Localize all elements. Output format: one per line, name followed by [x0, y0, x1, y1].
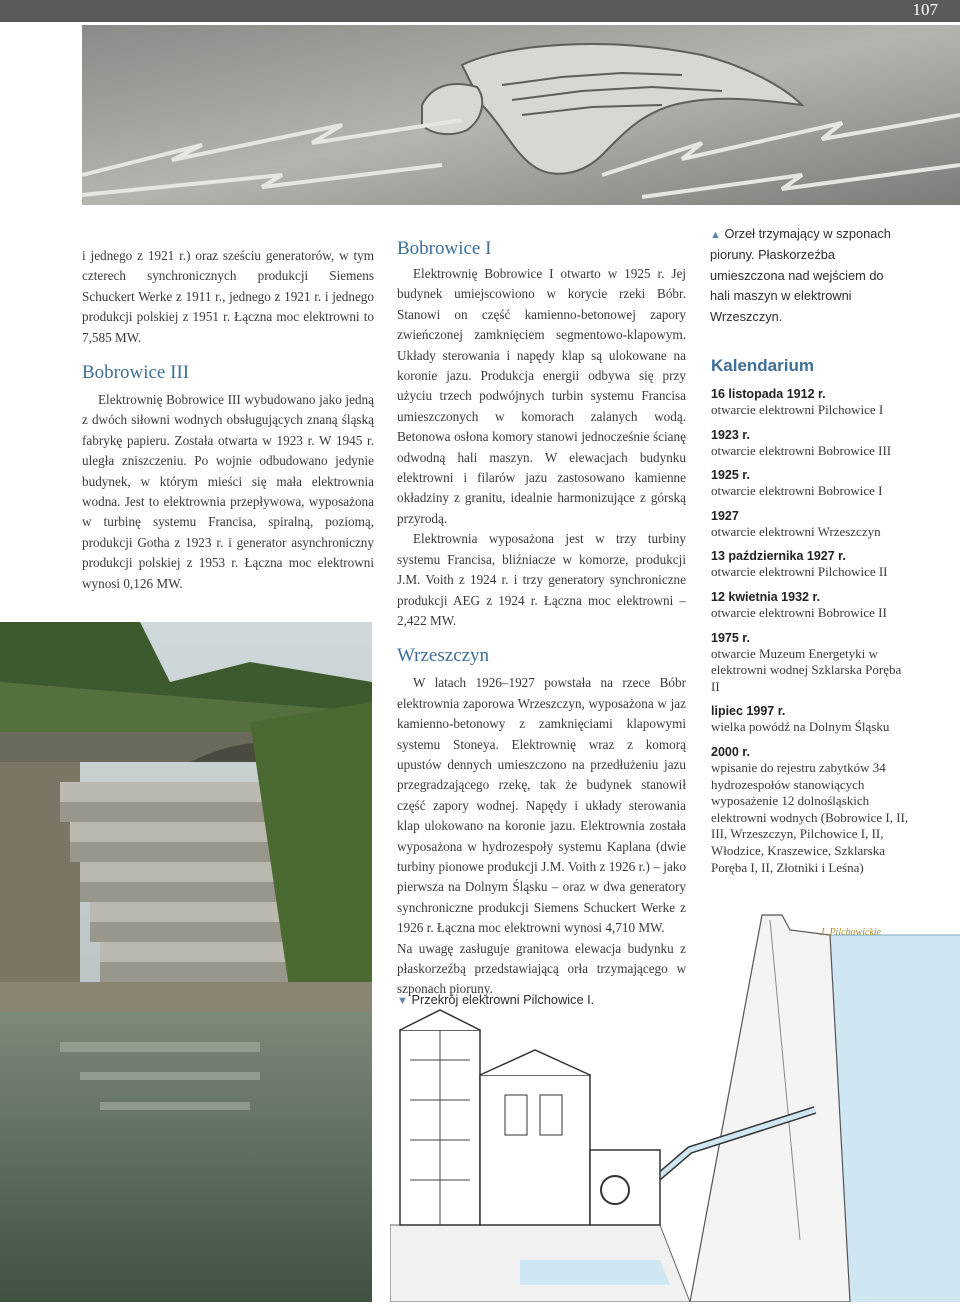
- eagle-caption: [710, 224, 900, 327]
- bobrowice-1-paragraph-1: Elektrownię Bobrowice I otwarto w 1925 r. Jej budynek umiejscowiono w korycie rzeki Bóbr. Stanowi on część kamienno-betonowej zapory zwieńczonej zamknięciem segmentowo-klapowym. Układy sterowania i napędy klap są ulokowane na koronie jazu. Produkcja energii odbywa się przy użyciu trzech podwójnych turbin systemu Francisa umieszczonych w komorach zalanych wodą. Betonowa osłona komory stanowi jednocześnie ścianę odwodną hali maszyn. W elewacjach budynku elektrowni i filarów jazu zastosowano kamienne okładziny z granitu, idealnie harmonizujące z górską przyrodą.: [397, 266, 686, 526]
- calendar-title: Kalendarium: [711, 356, 814, 375]
- bobrowice-1-paragraph-2: Elektrownia wyposażona jest w trzy turbiny systemu Francisa, bliźniacze w komorze, produkcji J.M. Voith z 1924 r. i trzy generatory synchroniczne produkcji AEG z 1924 r. Łączna moc elektrowni – 2,422 MW.: [397, 531, 686, 628]
- reservoir-label: J. Pilchowickie: [820, 927, 882, 938]
- wrzeszczyn-paragraph-2: Na uwagę zasługuje granitowa elewacja budynku z płaskorzeźbą przedstawiającą orła trzymającego w szponach pioruny.: [397, 940, 686, 997]
- calendar-date: 2000 r.: [711, 744, 750, 759]
- calendar-desc: wielka powódź na Dolnym Śląsku: [711, 719, 890, 735]
- cross-section-diagram: [390, 880, 960, 1302]
- calendar-entry: [711, 427, 911, 460]
- triangle-up-icon: ▲: [710, 229, 721, 241]
- calendar-desc: otwarcie elektrowni Wrzeszczyn: [711, 523, 881, 539]
- calendar-entry: [711, 508, 911, 541]
- heading-bobrowice-1: Bobrowice I: [397, 238, 492, 259]
- calendar-entry: [711, 744, 911, 876]
- calendar-entry: [711, 703, 911, 736]
- eagle-relief-photo: [82, 25, 960, 205]
- calendar-date: 1927: [711, 508, 739, 523]
- calendar-desc: otwarcie Muzeum Energetyki w elektrowni wodnej Szklarska Poręba II: [711, 645, 902, 694]
- calendar-date: 1925 r.: [711, 468, 750, 483]
- calendar-desc: otwarcie elektrowni Pilchowice I: [711, 402, 884, 417]
- calendar-date: 16 listopada 1912 r.: [711, 387, 826, 401]
- calendar-desc: otwarcie elektrowni Pilchowice II: [711, 564, 888, 580]
- calendar-entry: [711, 630, 911, 696]
- wrzeszczyn-paragraph-1: W latach 1926–1927 powstała na rzece Bóbr elektrownia zaporowa Wrzeszczyn, wyposażona w jaz kamienno-betonowy z zamknięciami klapowymi systemu Stoneya. Elektrownię wraz z komorą upustów dennych umieszczono na przedłużeniu jazu przegradzającego rzekę, tak że budynek stanowił część zapory wodnej. Napędy i układy sterowania klap ulokowano na koronie jazu. Elektrownia została wyposażona w hydrozespoły systemu Kaplana (dwie turbiny pionowe produkcji J.M. Voith z 1926 r.) – jako pierwsza na Dolnym Śląsku – oraz w dwa generatory synchroniczne produkcji Siemens Schuckert Werke z 1926 r. Łączna moc elektrowni wynosi 4,710 MW.: [397, 675, 686, 936]
- calendar-entry: [711, 589, 911, 622]
- calendar-date: 1975 r.: [711, 630, 750, 645]
- calendar-entry: [711, 467, 911, 500]
- header-bar: [0, 0, 960, 22]
- calendar: [711, 356, 911, 884]
- heading-bobrowice-3: Bobrowice III: [82, 362, 190, 384]
- calendar-desc: otwarcie elektrowni Bobrowice I: [711, 483, 883, 499]
- calendar-entry: [711, 548, 911, 581]
- page-number: 107: [912, 0, 938, 19]
- eagle-caption-text: Orzeł trzymający w szponach pioruny. Płaskorzeźba umieszczona nad wejściem do hali maszyn w elektrowni Wrzeszczyn.: [710, 226, 891, 324]
- calendar-date: 1923 r.: [711, 427, 750, 442]
- dam-photo: [0, 622, 372, 1302]
- calendar-entry: [711, 386, 911, 419]
- calendar-desc: otwarcie elektrowni Bobrowice III: [711, 442, 892, 458]
- calendar-desc: wpisanie do rejestru zabytków 34 hydrozespołów stanowiących wyposażenie 12 dolnośląskich elektrowni wodnych (Bobrowice I, II, III, Wrzeszczyn, Pilchowice I, II, Włodzice, Kraszewice, Szklarska Poręba I, II, Złotniki i Leśna): [711, 759, 909, 875]
- calendar-desc: otwarcie elektrowni Bobrowice II: [711, 604, 887, 620]
- calendar-date: lipiec 1997 r.: [711, 704, 786, 719]
- intro-paragraph: i jednego z 1921 r.) oraz sześciu generatorów, w tym czterech synchronicznych produkcji Siemens Schuckert Werke z 1911 r., jednego z 1921 r. i jednego produkcji polskiej z 1951 r. Łączna moc elektrowni to 7,585 MW.: [82, 248, 374, 345]
- column-1: [82, 246, 374, 594]
- calendar-date: 13 października 1927 r.: [711, 549, 846, 564]
- calendar-date: 12 kwietnia 1932 r.: [711, 589, 821, 604]
- heading-wrzeszczyn: Wrzeszczyn: [397, 645, 490, 667]
- section-caption-text: Przekrój elektrowni Pilchowice I.: [411, 992, 595, 1007]
- triangle-down-icon: ▼: [397, 995, 408, 1007]
- bobrowice-3-paragraph: Elektrownię Bobrowice III wybudowano jako jedną z dwóch siłowni wodnych obsługujących znaną śląską fabrykę papieru. Została otwarta w 1923 r. W 1945 r. uległa zniszczeniu. Po wojnie odbudowano jedynie budynek, w którym mieści się mała elektrownia wodna. Jest to elektrownia przepływowa, wyposażona w turbinę systemu Francisa, spiralną, poziomą, produkcji Gotha z 1923 r. i generator asynchroniczny produkcji polskiej z 1953 r. Łączna moc elektrowni wynosi 0,126 MW.: [82, 392, 374, 591]
